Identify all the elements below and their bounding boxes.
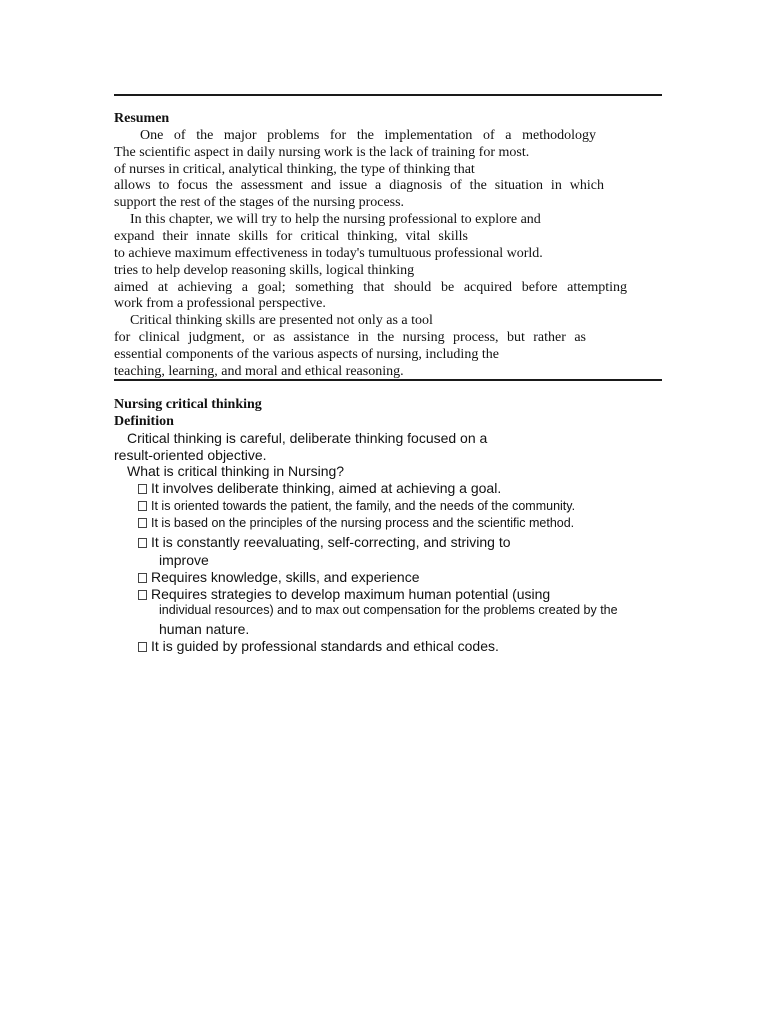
bullet-box-icon — [138, 573, 147, 583]
bullet-text: Requires knowledge, skills, and experience — [151, 569, 420, 585]
bottom-rule — [114, 379, 662, 381]
bullet-2 — [138, 500, 575, 513]
abstract-line-15: teaching, learning, and moral and ethical reasoning. — [114, 364, 404, 379]
bullet-6 — [138, 587, 550, 601]
section-subtitle: Definition — [114, 414, 174, 429]
bullet-6-continuation-2: human nature. — [159, 621, 250, 637]
abstract-line-14: essential components of the various aspects of nursing, including the — [114, 347, 499, 362]
abstract-line-13: for clinical judgment, or as assistance in the nursing process, but rather as — [114, 330, 586, 345]
bullet-text: It involves deliberate thinking, aimed at achieving a goal. — [151, 480, 502, 496]
abstract-line-12: Critical thinking skills are presented not only as a tool — [130, 313, 433, 328]
bullet-box-icon — [138, 484, 147, 494]
bullet-7 — [138, 639, 499, 653]
bullet-text: It is constantly reevaluating, self-correcting, and striving to — [151, 534, 511, 550]
abstract-line-4: allows to focus the assessment and issue a diagnosis of the situation in which — [114, 178, 604, 193]
bullet-text: It is based on the principles of the nursing process and the scientific method. — [151, 516, 575, 530]
bullet-box-icon — [138, 590, 147, 600]
bullet-text: Requires strategies to develop maximum human potential (using — [151, 586, 551, 602]
bullet-text: It is guided by professional standards and ethical codes. — [151, 638, 499, 654]
abstract-line-11: work from a professional perspective. — [114, 296, 326, 311]
definition-line-1: Critical thinking is careful, deliberate thinking focused on a — [127, 430, 488, 446]
bullet-3 — [138, 517, 574, 530]
abstract-line-7: expand their innate skills for critical thinking, vital skills — [114, 229, 468, 244]
abstract-line-8: to achieve maximum effectiveness in today's tumultuous professional world. — [114, 246, 543, 261]
bullet-box-icon — [138, 501, 147, 511]
abstract-line-2: The scientific aspect in daily nursing work is the lack of training for most. — [114, 145, 530, 160]
question-line: What is critical thinking in Nursing? — [127, 463, 345, 479]
bullet-4 — [138, 535, 511, 549]
bullet-6-continuation-1: individual resources) and to max out compensation for the problems created by the — [159, 603, 618, 617]
bullet-4-continuation: improve — [159, 552, 209, 568]
bullet-box-icon — [138, 642, 147, 652]
abstract-line-5: support the rest of the stages of the nursing process. — [114, 195, 405, 210]
abstract-line-6: In this chapter, we will try to help the nursing professional to explore and — [130, 212, 541, 227]
abstract-line-1: One of the major problems for the implementation of a methodology — [140, 128, 596, 143]
bullet-1 — [138, 481, 501, 495]
abstract-line-10: aimed at achieving a goal; something that should be acquired before attempting — [114, 280, 627, 295]
bullet-5 — [138, 570, 419, 584]
section-title: Nursing critical thinking — [114, 397, 262, 412]
bullet-box-icon — [138, 538, 147, 548]
abstract-line-9: tries to help develop reasoning skills, logical thinking — [114, 263, 415, 278]
top-rule — [114, 94, 662, 96]
abstract-line-3: of nurses in critical, analytical thinking, the type of thinking that — [114, 162, 475, 177]
bullet-box-icon — [138, 518, 147, 528]
abstract-heading: Resumen — [114, 111, 170, 126]
definition-line-2: result-oriented objective. — [114, 447, 267, 463]
bullet-text: It is oriented towards the patient, the family, and the needs of the community. — [151, 499, 576, 513]
